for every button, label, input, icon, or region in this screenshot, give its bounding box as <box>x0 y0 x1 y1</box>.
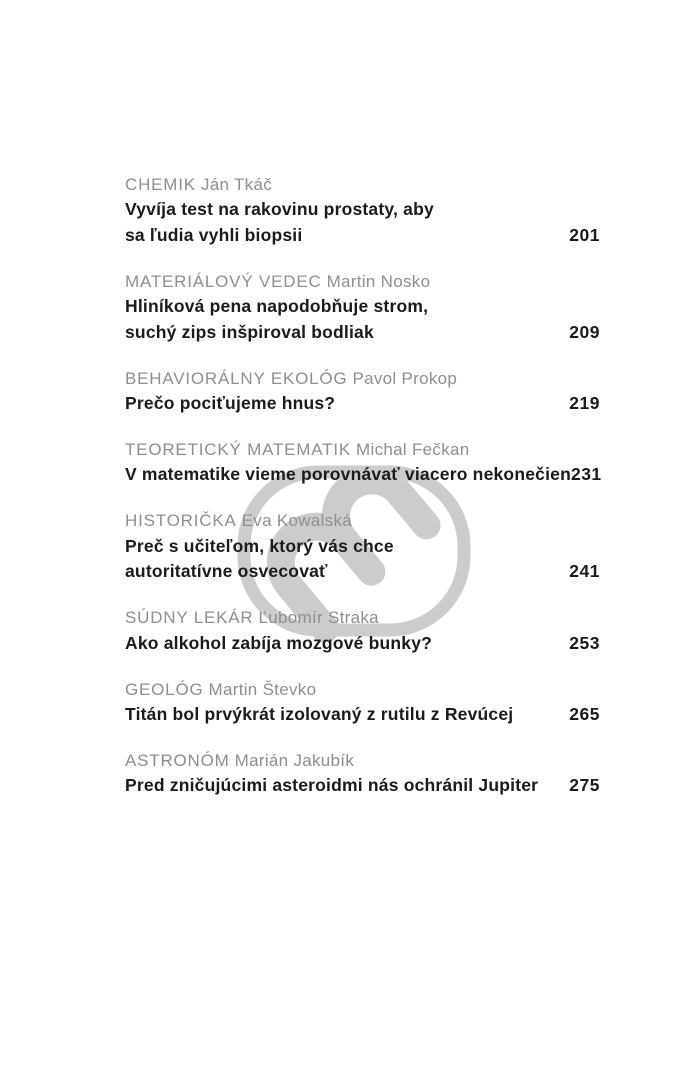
entry-label <box>125 748 600 773</box>
entry-title-line <box>125 391 600 416</box>
toc-entry <box>125 508 600 584</box>
entry-label <box>125 366 600 391</box>
entry-label <box>125 677 600 702</box>
person-name: Ľubomír Straka <box>258 608 379 628</box>
page-number: 253 <box>569 632 600 653</box>
title-text: V matematike vieme porovnávať viacero nekonečien <box>125 464 571 485</box>
entry-label <box>125 172 600 197</box>
person-name: Michal Fečkan <box>356 440 470 460</box>
profession-label: TEORETICKÝ MATEMATIK <box>125 440 351 460</box>
page-number: 231 <box>570 464 602 485</box>
profession-label: BEHAVIORÁLNY EKOLÓG <box>125 368 348 388</box>
person-name: Martin Nosko <box>326 271 431 291</box>
profession-label: MATERIÁLOVÝ VEDEC <box>125 271 322 291</box>
entry-title-line <box>125 773 600 798</box>
entry-label <box>125 508 600 533</box>
toc-entry <box>125 172 600 248</box>
page-number: 219 <box>569 393 600 414</box>
profession-label: SÚDNY LEKÁR <box>125 608 254 628</box>
person-name: Eva Kowalská <box>241 511 352 531</box>
entry-label <box>125 269 600 294</box>
entry-title-line <box>125 197 600 222</box>
toc-entry <box>125 605 600 656</box>
entry-title-line <box>125 294 600 319</box>
title-text: autoritatívne osvecovať <box>125 561 328 582</box>
entry-title-line <box>125 223 600 248</box>
title-text: Titán bol prvýkrát izolovaný z rutilu z Revúcej <box>125 704 514 725</box>
title-text: Preč s učiteľom, ktorý vás chce <box>125 535 394 556</box>
profession-label: HISTORIČKA <box>125 511 237 531</box>
table-of-contents <box>125 172 600 819</box>
title-text: Pred zničujúcimi asteroidmi nás ochránil Jupiter <box>125 775 539 796</box>
title-text: Hliníková pena napodobňuje strom, <box>125 296 429 317</box>
entry-title-line <box>125 631 600 656</box>
person-name: Pavol Prokop <box>352 368 458 388</box>
profession-label: ASTRONÓM <box>125 751 230 771</box>
title-text: Ako alkohol zabíja mozgové bunky? <box>125 632 433 653</box>
page-number: 209 <box>569 321 600 342</box>
profession-label: CHEMIK <box>125 175 196 194</box>
title-text: sa ľudia vyhli biopsii <box>125 224 303 245</box>
entry-title-line <box>125 559 600 584</box>
entry-title-line <box>125 702 600 727</box>
title-text: suchý zips inšpiroval bodliak <box>125 321 374 342</box>
entry-title-line <box>125 534 600 559</box>
entry-label <box>125 605 600 630</box>
toc-entry <box>125 366 600 417</box>
person-name: Martin Števko <box>208 679 317 699</box>
toc-entry <box>125 269 600 345</box>
page-number: 275 <box>569 775 600 796</box>
page-number: 201 <box>569 224 600 245</box>
toc-entry <box>125 437 600 488</box>
page-number: 265 <box>569 704 600 725</box>
toc-entry <box>125 748 600 799</box>
page-number: 241 <box>569 561 600 582</box>
person-name: Ján Tkáč <box>200 175 273 194</box>
entry-label <box>125 437 600 462</box>
toc-entry <box>125 677 600 728</box>
title-text: Vyvíja test na rakovinu prostaty, aby <box>125 199 434 220</box>
entry-title-line <box>125 320 600 345</box>
title-text: Prečo pociťujeme hnus? <box>125 393 336 414</box>
person-name: Marián Jakubík <box>234 751 355 771</box>
entry-title-line <box>125 462 600 487</box>
profession-label: GEOLÓG <box>125 679 204 699</box>
